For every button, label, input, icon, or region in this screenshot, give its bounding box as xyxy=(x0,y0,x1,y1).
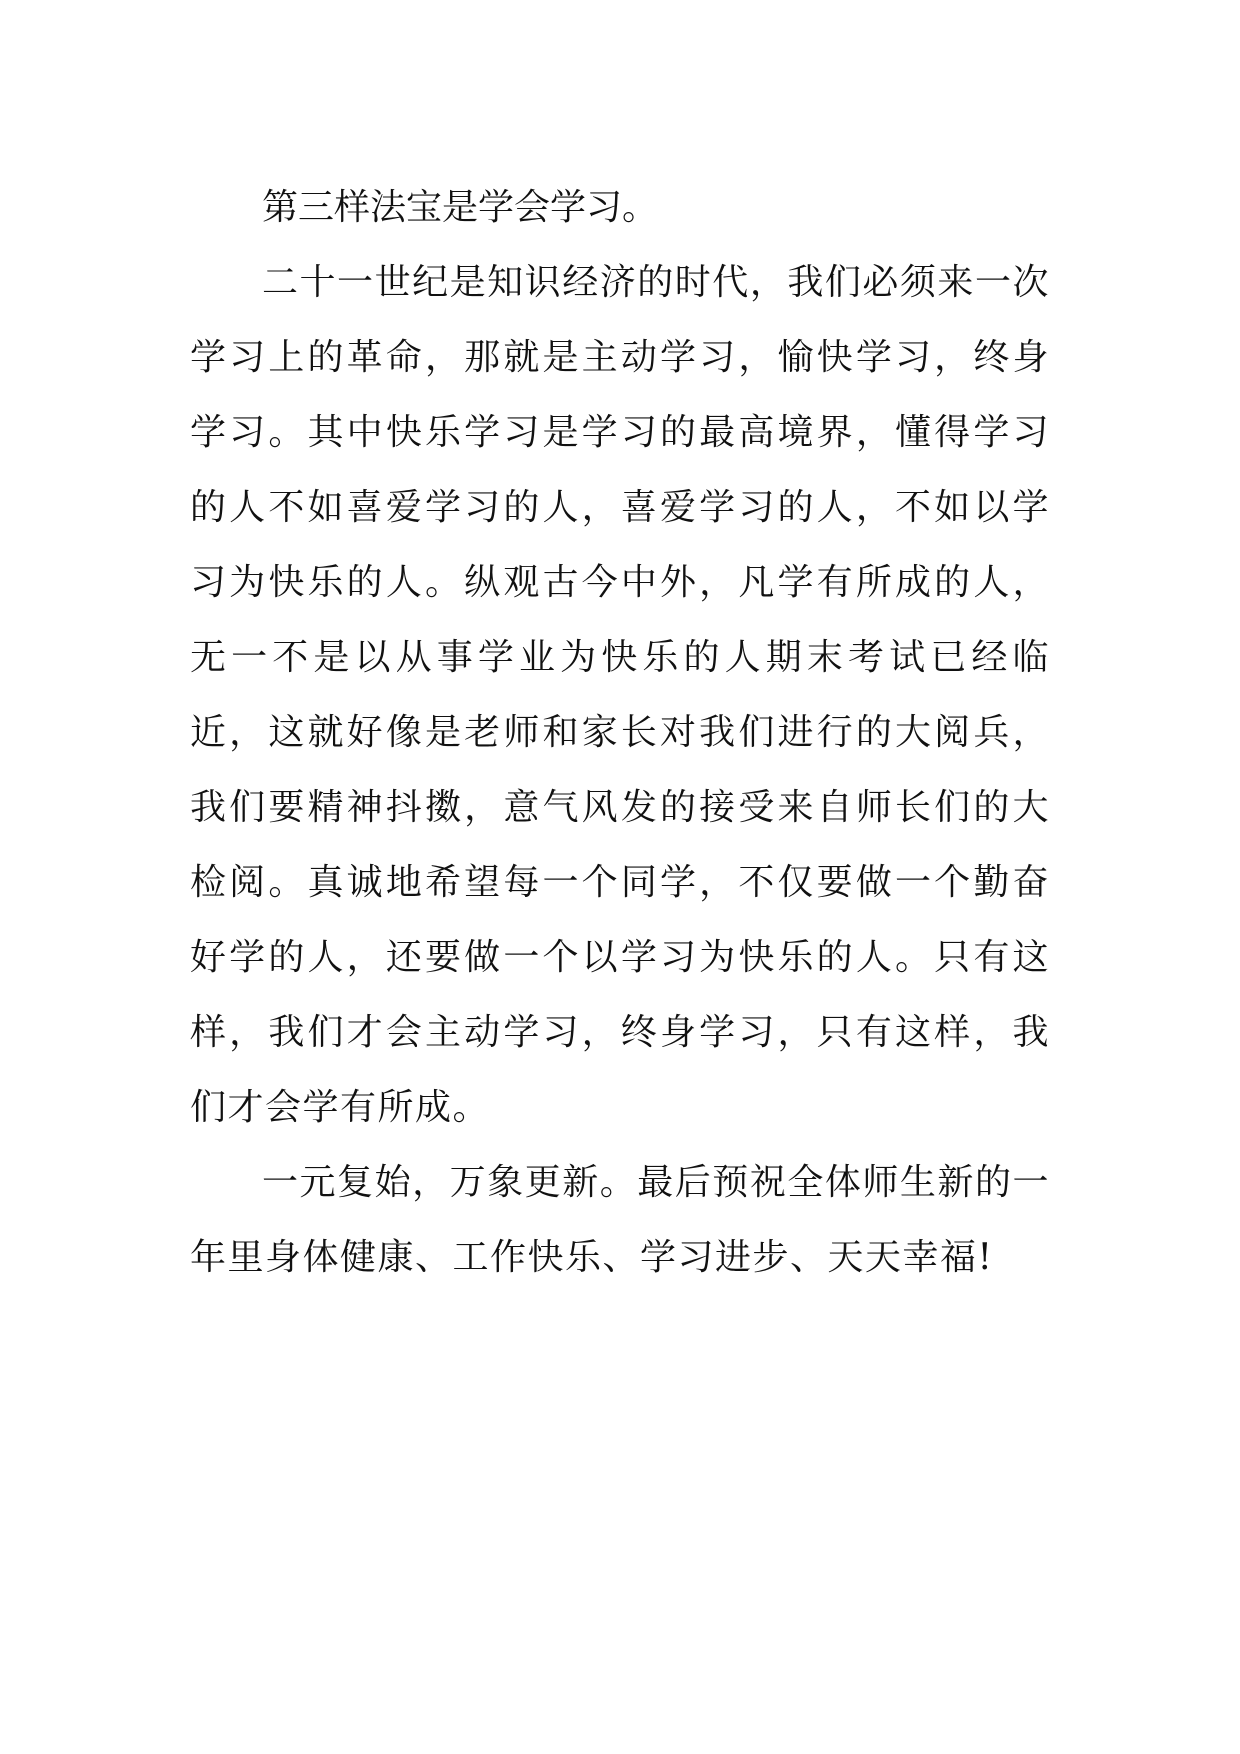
paragraph-2: 二十一世纪是知识经济的时代，我们必须来一次学习上的革命，那就是主动学习，愉快学习，终身学习。其中快乐学习是学习的最高境界，懂得学习的人不如喜爱学习的人，喜爱学习的人，不如以学习为快乐的人。纵观古今中外，凡学有所成的人，无一不是以从事学业为快乐的人期末考试已经临近，这就好像是老师和家长对我们进行的大阅兵，我们要精神抖擞，意气风发的接受来自师长们的大检阅。真诚地希望每一个同学，不仅要做一个勤奋好学的人，还要做一个以学习为快乐的人。只有这样，我们才会主动学习，终身学习，只有这样，我们才会学有所成。 xyxy=(190,262,1050,1128)
document-body xyxy=(190,170,1050,1295)
paragraph-1: 第三样法宝是学会学习。 xyxy=(262,187,659,228)
paragraph-3: 一元复始，万象更新。最后预祝全体师生新的一年里身体健康、工作快乐、学习进步、天天幸福! xyxy=(190,1162,1050,1278)
